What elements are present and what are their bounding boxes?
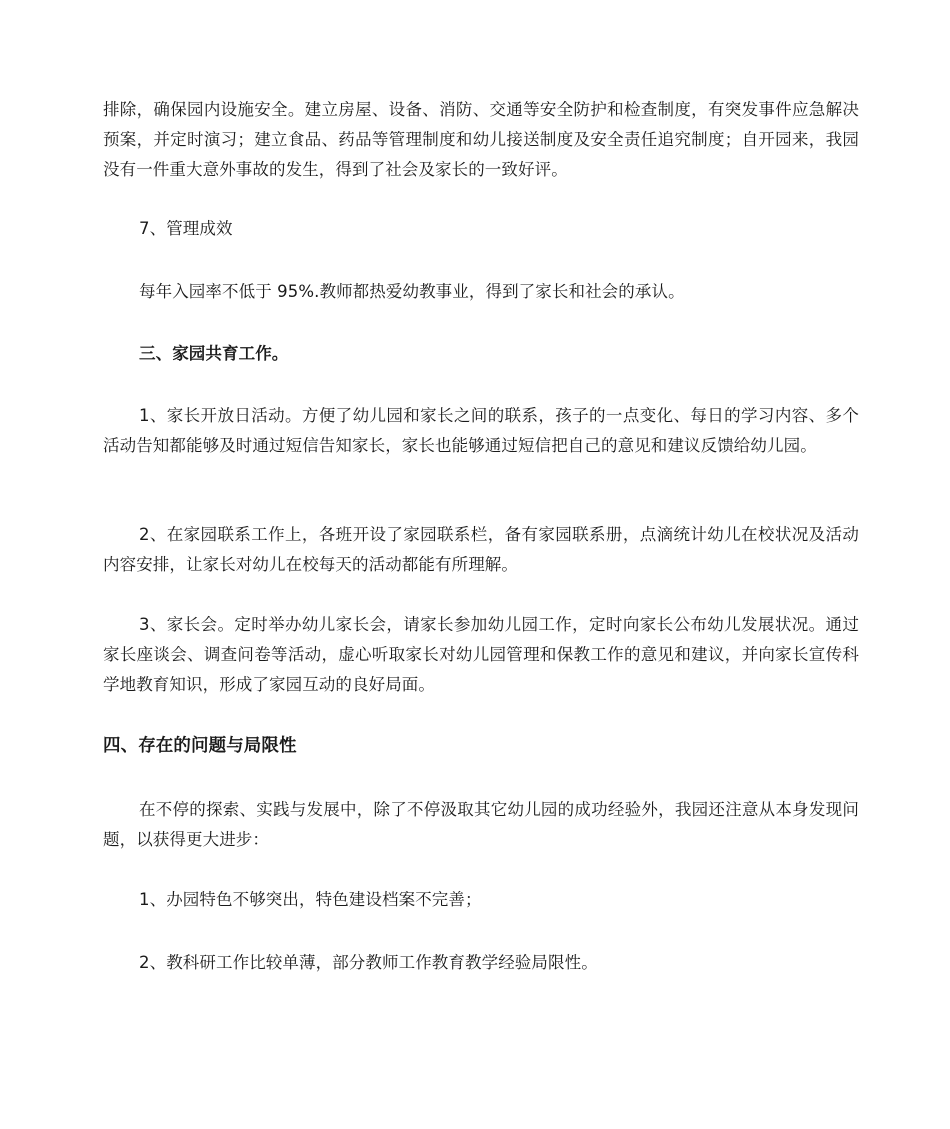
section-4-intro: 在不停的探索、实践与发展中，除了不停汲取其它幼儿园的成功经验外，我园还注意从本身发现问题，以获得更大进步： [103,800,859,849]
section-4-title: 四、存在的问题与局限性 [103,736,297,756]
section-4-item-1: 1、办园特色不够突出，特色建设档案不完善； [139,890,482,909]
section-4-item-2: 2、教科研工作比较单薄，部分教师工作教育教学经验局限性。 [139,953,598,972]
item-7-title: 7、管理成效 [139,219,233,238]
paragraph-safety: 排除，确保园内设施安全。建立房屋、设备、消防、交通等安全防护和检查制度，有突发事件应急解决预案，并定时演习；建立食品、药品等管理制度和幼儿接送制度及安全责任追究制度；自开园来，我园没有一件重大意外事故的发生，得到了社会及家长的一致好评。 [103,100,859,179]
section-3-item-2: 2、在家园联系工作上，各班开设了家园联系栏，备有家园联系册，点滴统计幼儿在校状况及活动内容安排，让家长对幼儿在校每天的活动都能有所理解。 [103,525,859,574]
item-7-body: 每年入园率不低于 95%.教师都热爱幼教事业，得到了家长和社会的承认。 [139,282,685,301]
section-3-title: 三、家园共育工作。 [139,344,289,363]
section-3-item-3: 3、家长会。定时举办幼儿家长会，请家长参加幼儿园工作，定时向家长公布幼儿发展状况。通过家长座谈会、调查问卷等活动，虚心听取家长对幼儿园管理和保教工作的意见和建议，并向家长宣传科学地教育知识，形成了家园互动的良好局面。 [103,615,859,694]
section-3-item-1: 1、家长开放日活动。方便了幼儿园和家长之间的联系，孩子的一点变化、每日的学习内容、多个活动告知都能够及时通过短信告知家长，家长也能够通过短信把自己的意见和建议反馈给幼儿园。 [103,406,859,455]
